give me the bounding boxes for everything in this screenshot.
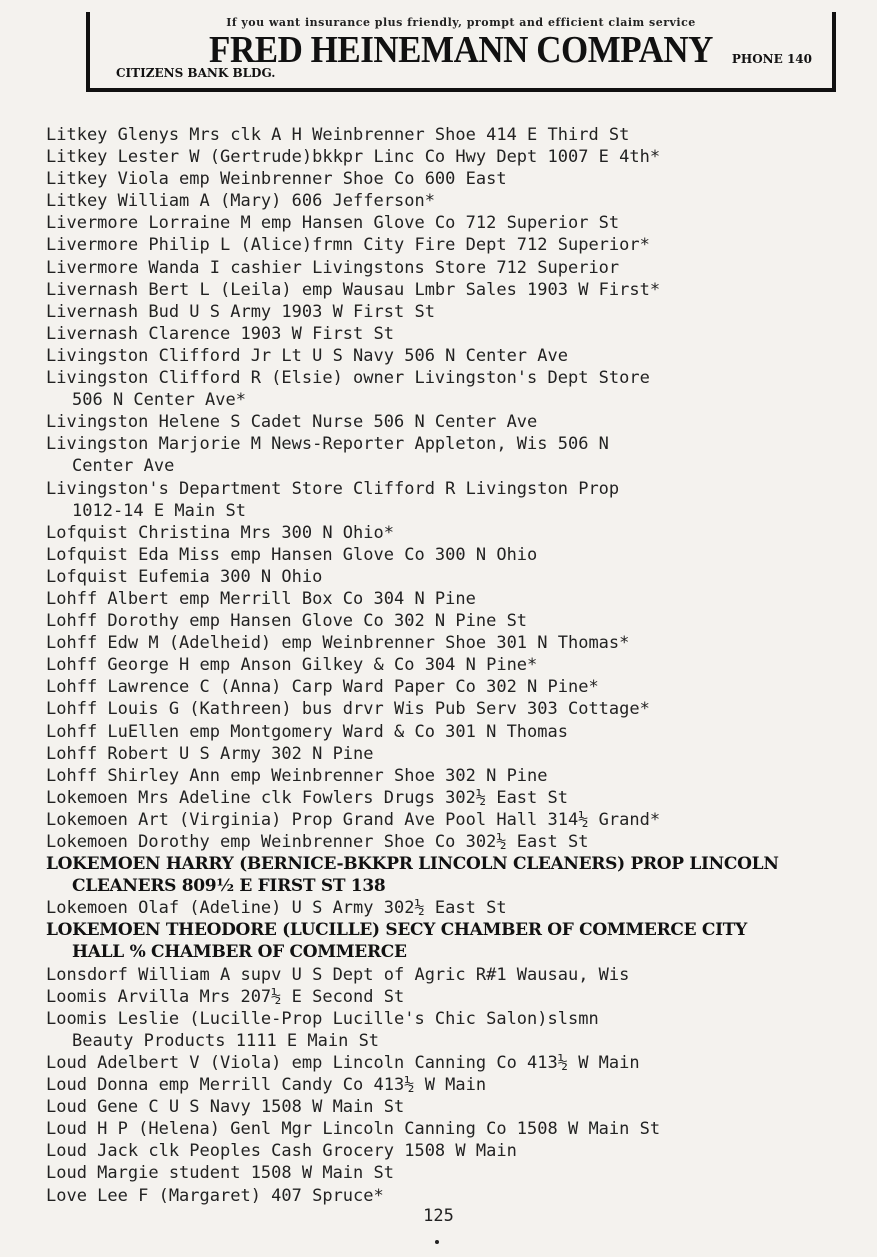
directory-entry: Lohff Shirley Ann emp Weinbrenner Shoe 302 N Pine [46, 765, 548, 786]
directory-entry-continuation: 506 N Center Ave* [72, 390, 246, 411]
directory-entry: Lohff Lawrence C (Anna) Carp Ward Paper Co 302 N Pine* [46, 677, 599, 698]
directory-entry: Litkey Glenys Mrs clk A H Weinbrenner Shoe 414 E Third St [46, 125, 630, 145]
directory-entry: Lokemoen Dorothy emp Weinbrenner Shoe Co 302½ East St [46, 832, 589, 852]
directory-entry: Lofquist Eda Miss emp Hansen Glove Co 300 N Ohio [46, 544, 538, 565]
directory-entry: Loud Gene C U S Navy 1508 W Main St [46, 1097, 405, 1118]
directory-entry: Litkey Lester W (Gertrude)bkkpr Linc Co Hwy Dept 1007 E 4th* [46, 147, 661, 168]
directory-entry: Lofquist Eufemia 300 N Ohio [46, 566, 323, 587]
directory-listings [46, 124, 836, 1207]
directory-entry: Lohff Albert emp Merrill Box Co 304 N Pine [46, 588, 476, 609]
directory-entry: Litkey Viola emp Weinbrenner Shoe Co 600 East [46, 169, 507, 190]
directory-entry: Lohff Robert U S Army 302 N Pine [46, 743, 374, 764]
directory-entry: Lohff Dorothy emp Hansen Glove Co 302 N Pine St [46, 611, 528, 632]
directory-entry: Lohff George H emp Anson Gilkey & Co 304 N Pine* [46, 655, 538, 676]
ad-company-name: FRED HEINEMANN COMPANY [209, 29, 713, 71]
directory-entry: Loud H P (Helena) Genl Mgr Lincoln Canning Co 1508 W Main St [46, 1119, 661, 1140]
directory-entry-continuation: Beauty Products 1111 E Main St [72, 1030, 380, 1051]
directory-entry: Livernash Bud U S Army 1903 W First St [46, 301, 435, 322]
directory-entry: LOKEMOEN HARRY (BERNICE-BKKPR LINCOLN CLEANERS) PROP LINCOLN [46, 854, 779, 875]
directory-entry: Loud Margie student 1508 W Main St [46, 1163, 394, 1184]
directory-entry: Loomis Arvilla Mrs 207½ E Second St [46, 986, 405, 1007]
directory-entry-continuation: 1012-14 E Main St [72, 500, 246, 521]
directory-entry: Lohff Louis G (Kathreen) bus drvr Wis Pub Serv 303 Cottage* [46, 699, 650, 720]
directory-entry: Loud Jack clk Peoples Cash Grocery 1508 W Main [46, 1141, 517, 1162]
directory-entry: Lohff Edw M (Adelheid) emp Weinbrenner Shoe 301 N Thomas* [46, 633, 630, 654]
page-number: 125 [423, 1206, 454, 1226]
ad-address: CITIZENS BANK BLDG. [116, 66, 276, 80]
directory-entry-continuation: HALL % CHAMBER OF COMMERCE [72, 942, 407, 963]
directory-entry: Litkey William A (Mary) 606 Jefferson* [46, 191, 435, 212]
directory-entry: Livermore Wanda I cashier Livingstons Store 712 Superior [46, 257, 620, 278]
directory-entry: Loud Donna emp Merrill Candy Co 413½ W Main [46, 1075, 487, 1096]
directory-entry-continuation: Center Ave [72, 456, 175, 477]
directory-entry: Livermore Philip L (Alice)frmn City Fire Dept 712 Superior* [46, 235, 650, 256]
directory-entry: Lokemoen Mrs Adeline clk Fowlers Drugs 302½ East St [46, 787, 568, 808]
directory-entry: Lohff LuEllen emp Montgomery Ward & Co 301 N Thomas [46, 721, 568, 742]
directory-entry: Livingston Clifford Jr Lt U S Navy 506 N Center Ave [46, 345, 568, 366]
insurance-ad-banner [86, 12, 836, 92]
directory-entry: Love Lee F (Margaret) 407 Spruce* [46, 1185, 384, 1206]
print-speck [435, 1240, 439, 1244]
directory-entry-continuation: CLEANERS 809½ E FIRST ST 138 [72, 876, 386, 897]
directory-entry: Loomis Leslie (Lucille-Prop Lucille's Chic Salon)slsmn [46, 1008, 599, 1029]
directory-entry: Livingston's Department Store Clifford R Livingston Prop [46, 478, 620, 499]
directory-entry: Lokemoen Art (Virginia) Prop Grand Ave Pool Hall 314½ Grand* [46, 809, 661, 830]
directory-entry: Lonsdorf William A supv U S Dept of Agric R#1 Wausau, Wis [46, 964, 630, 985]
directory-entry: Livingston Marjorie M News-Reporter Appleton, Wis 506 N [46, 434, 609, 455]
directory-entry: LOKEMOEN THEODORE (LUCILLE) SECY CHAMBER OF COMMERCE CITY [46, 920, 747, 941]
directory-entry: Livernash Clarence 1903 W First St [46, 323, 394, 344]
directory-entry: Livingston Clifford R (Elsie) owner Livingston's Dept Store [46, 368, 650, 389]
directory-entry: Loud Adelbert V (Viola) emp Lincoln Canning Co 413½ W Main [46, 1052, 640, 1073]
ad-tagline: If you want insurance plus friendly, prompt and efficient claim service [226, 16, 696, 29]
ad-phone: PHONE 140 [731, 52, 812, 66]
directory-entry: Lofquist Christina Mrs 300 N Ohio* [46, 522, 394, 543]
directory-entry: Livernash Bert L (Leila) emp Wausau Lmbr Sales 1903 W First* [46, 279, 661, 300]
directory-entry: Lokemoen Olaf (Adeline) U S Army 302½ East St [46, 898, 507, 919]
directory-entry: Livermore Lorraine M emp Hansen Glove Co 712 Superior St [46, 213, 620, 234]
directory-entry: Livingston Helene S Cadet Nurse 506 N Center Ave [46, 412, 538, 433]
